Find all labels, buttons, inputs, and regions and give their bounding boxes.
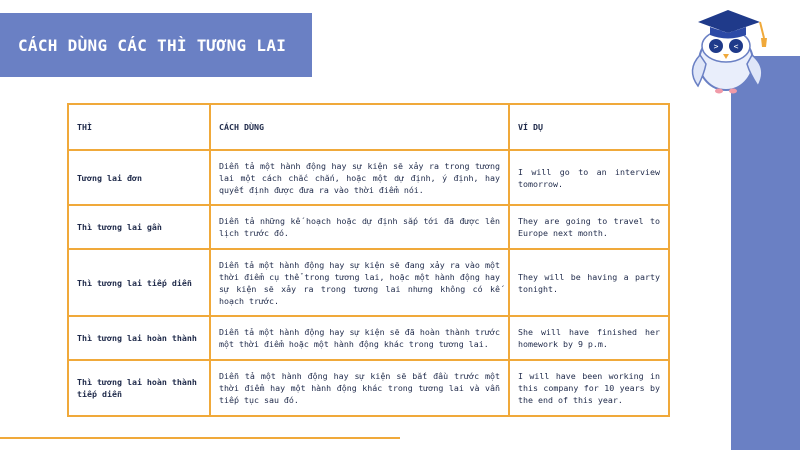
tense-name: Thì tương lai gần bbox=[68, 205, 210, 249]
tense-example: They will be having a party tonight. bbox=[509, 249, 669, 316]
title-banner bbox=[0, 13, 312, 77]
tense-usage: Diễn tả một hành động hay sự kiện sẽ đã hoàn thành trước một thời điểm hoặc một hành động khác trong tương lai. bbox=[210, 316, 509, 360]
tense-example: I will go to an interview tomorrow. bbox=[509, 150, 669, 205]
table-row bbox=[68, 360, 669, 416]
header-usage: CÁCH DÙNG bbox=[210, 104, 509, 150]
side-accent-strip bbox=[731, 56, 800, 450]
tense-name: Thì tương lai hoàn thành tiếp diễn bbox=[68, 360, 210, 416]
tense-name: Thì tương lai tiếp diễn bbox=[68, 249, 210, 316]
table-row bbox=[68, 249, 669, 316]
tense-name: Tương lai đơn bbox=[68, 150, 210, 205]
svg-text:<: < bbox=[733, 42, 739, 51]
header-tense: THÌ bbox=[68, 104, 210, 150]
tense-example: She will have finished her homework by 9 p.m. bbox=[509, 316, 669, 360]
slide-title: CÁCH DÙNG CÁC THÌ TƯƠNG LAI bbox=[18, 35, 287, 55]
tense-example: I will have been working in this company for 10 years by the end of this year. bbox=[509, 360, 669, 416]
bottom-divider bbox=[0, 437, 400, 439]
tense-example: They are going to travel to Europe next month. bbox=[509, 205, 669, 249]
tense-name: Thì tương lai hoàn thành bbox=[68, 316, 210, 360]
tense-usage: Diễn tả những kế hoạch hoặc dự định sắp tới đã được lên lịch trước đó. bbox=[210, 205, 509, 249]
table-row bbox=[68, 316, 669, 360]
table-row bbox=[68, 150, 669, 205]
svg-text:>: > bbox=[713, 42, 719, 51]
tense-usage: Diễn tả một hành động hay sự kiện sẽ xảy ra trong tương lai một cách chắc chắn, hoặc một dự định, ý định, hay quyết định được đưa ra vào thời điểm nói. bbox=[210, 150, 509, 205]
header-example: VÍ DỤ bbox=[509, 104, 669, 150]
table-row bbox=[68, 205, 669, 249]
owl-graduate-icon bbox=[676, 0, 786, 100]
table-header-row bbox=[68, 104, 669, 150]
tense-usage: Diễn tả một hành động hay sự kiện sẽ đang xảy ra vào một thời điểm cụ thể trong tương lai, hoặc một hành động hay sự kiện sẽ xảy ra trong tương lai nhưng không có kế hoạch trước. bbox=[210, 249, 509, 316]
tense-usage: Diễn tả một hành động hay sự kiện sẽ bắt đầu trước một thời điểm hay một hành động khác trong tương lai và vẫn tiếp tục sau đó. bbox=[210, 360, 509, 416]
tenses-table bbox=[67, 103, 670, 417]
